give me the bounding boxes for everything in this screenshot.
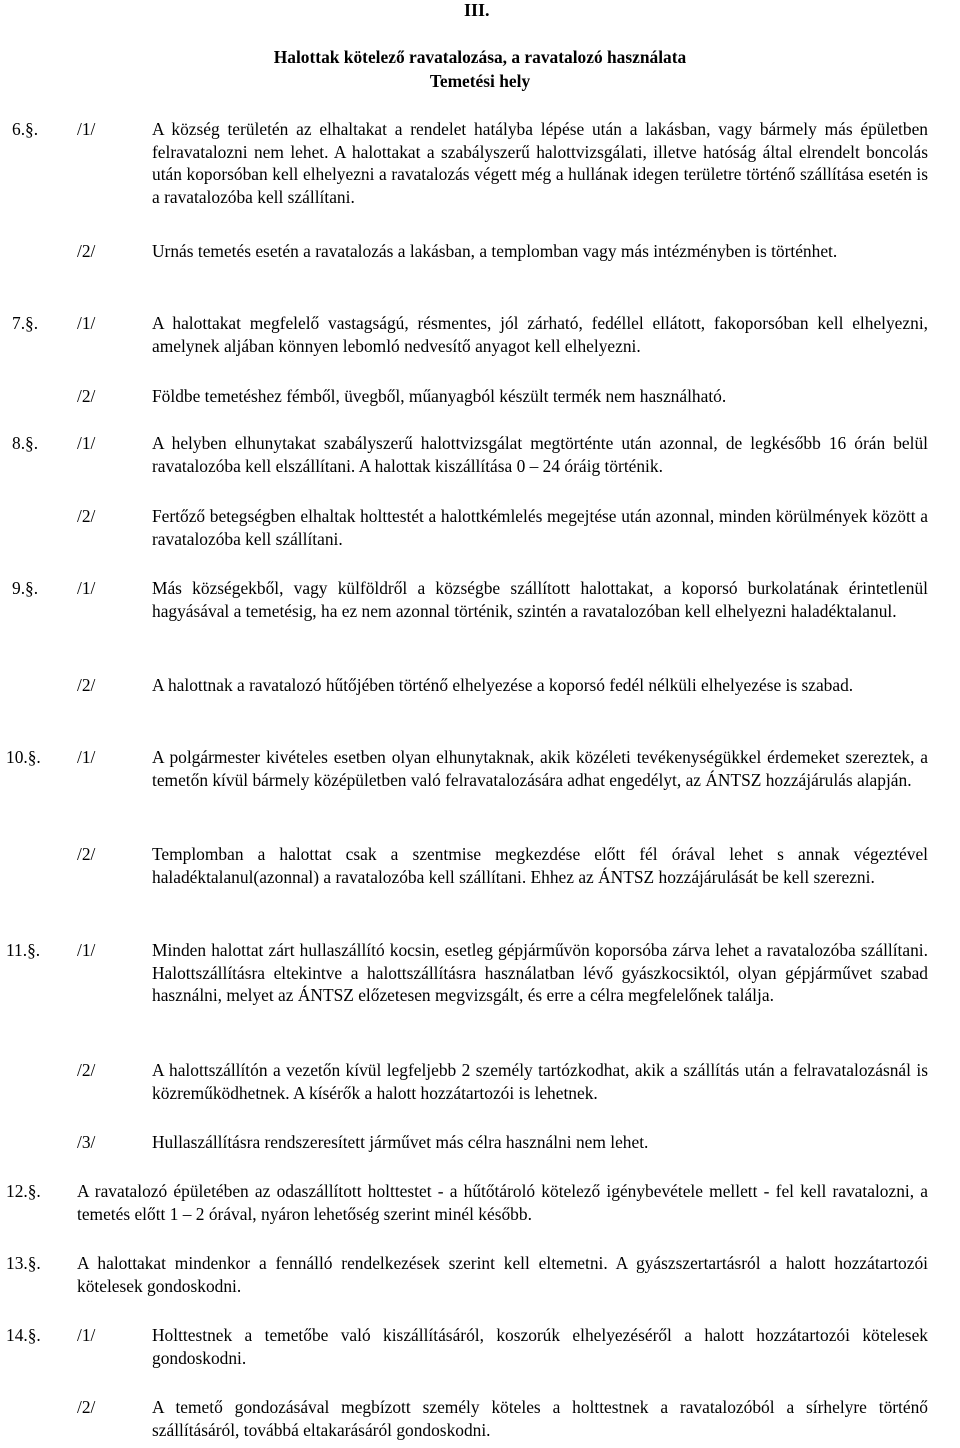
paragraph-label: /1/ — [77, 1325, 96, 1345]
section-number-10: 10.§. — [6, 747, 41, 767]
paragraph-label: /2/ — [77, 844, 96, 864]
section-number-11: 11.§. — [6, 940, 41, 960]
paragraph-text: A temető gondozásával megbízott személy köteles a holttestnek a ravatalozóból a sírhelyre történő szállításáról, továbbá eltakarásáról gondoskodni. — [152, 1397, 928, 1440]
paragraph-label: /1/ — [77, 119, 96, 139]
section-number-7: 7.§. — [12, 313, 39, 333]
section-number-14: 14.§. — [6, 1325, 41, 1345]
paragraph-text: A halottakat mindenkor a fennálló rendelkezések szerint kell eltemetni. A gyászszertartásról a halott hozzátartozói kötelesek gondoskodni. — [77, 1253, 928, 1296]
paragraph-text: Templomban a halottat csak a szentmise megkezdése előtt fél órával lehet s annak végeztével haladéktalanul(azonnal) a ravatalozóba kell szállítani. Ehhez az ÁNTSZ hozzájárulását be kell szerezni. — [152, 844, 928, 887]
paragraph-text: Fertőző betegségben elhaltak holttestét a halottkémlelés megejtése után azonnal, minden körülmények között a ravatalozóba kell szállítani. — [152, 506, 928, 549]
paragraph-text: Földbe temetéshez fémből, üvegből, műanyagból készült termék nem használható. — [152, 386, 727, 406]
section-number-6: 6.§. — [12, 119, 39, 139]
paragraph-text: A község területén az elhaltakat a rendelet hatályba lépése után a lakásban, vagy bármely más épületben felravatalozni nem lehet. A halottakat a szabályszerű halottvizsgálati, illetve hatóság által elrendelt boncolás után koporsóban kell elhelyezni a ravatalozás végett még a hullának idegen területre történő szállítása esetén is a ravatalozóba kell szállítani. — [152, 119, 928, 207]
paragraph-label: /3/ — [77, 1132, 96, 1152]
paragraph-text: Urnás temetés esetén a ravatalozás a lakásban, a templomban vagy más intézményben is történhet. — [152, 241, 838, 261]
section-title: Halottak kötelező ravatalozása, a ravatalozó használata — [273, 47, 687, 67]
paragraph-text: Más községekből, vagy külföldről a községbe szállított halottakat, a koporsó burkolatának érintetlenül hagyásával a temetésig, ha ez nem azonnal történik, szintén a ravatalozóban kell elhelyezni haladéktalanul. — [152, 578, 928, 621]
section-number-12: 12.§. — [6, 1181, 41, 1201]
paragraph-text: A helyben elhunytakat szabályszerű halottvizsgálat megtörténte után azonnal, de legkésőbb 16 órán belül ravatalozóba kell elszállítani. A halottak kiszállítása 0 – 24 óráig történik. — [152, 433, 928, 476]
paragraph-label: /1/ — [77, 940, 96, 960]
paragraph-label: /2/ — [77, 506, 96, 526]
paragraph-label: /1/ — [77, 578, 96, 598]
section-number-9: 9.§. — [12, 578, 39, 598]
paragraph-label: /1/ — [77, 313, 96, 333]
paragraph-text: A halottakat megfelelő vastagságú, résmentes, jól zárható, fedéllel ellátott, fakoporsóban kell elhelyezni, amelynek aljában könnyen lebomló nedvesítő anyagot kell elhelyezni. — [152, 313, 928, 356]
paragraph-text: Holttestnek a temetőbe való kiszállításáról, koszorúk elhelyezéséről a halott hozzátartozói kötelesek gondoskodni. — [152, 1325, 928, 1368]
chapter-number: III. — [464, 0, 490, 20]
paragraph-text: A polgármester kivételes esetben olyan elhunytaknak, akik közéleti tevékenységükkel érdemeket szereztek, a temetőn kívül bármely középületben való felravatalozására adhat engedélyt, az ÁNTSZ hozzájárulás alapján. — [152, 747, 928, 790]
paragraph-label: /2/ — [77, 1060, 96, 1080]
paragraph-text: A ravatalozó épületében az odaszállított holttestet - a hűtőtároló kötelező igénybevétele mellett - fel kell ravatalozni, a temetés előtt 1 – 2 órával, nyáron lehetőség szerint minél később. — [77, 1181, 928, 1224]
paragraph-label: /2/ — [77, 386, 96, 406]
paragraph-label: /1/ — [77, 433, 96, 453]
paragraph-label: /1/ — [77, 747, 96, 767]
section-subtitle: Temetési hely — [429, 71, 531, 91]
paragraph-text: A halottszállítón a vezetőn kívül legfeljebb 2 személy tartózkodhat, akik a szállítás után a felravatalozásnál is közreműködhetnek. A kísérők a halott hozzátartozói is lehetnek. — [152, 1060, 928, 1103]
paragraph-label: /2/ — [77, 675, 96, 695]
paragraph-label: /2/ — [77, 241, 96, 261]
paragraph-text: Hullaszállításra rendszeresített járművet más célra használni nem lehet. — [152, 1132, 649, 1152]
paragraph-text: Minden halottat zárt hullaszállító kocsin, esetleg gépjárművön koporsóba zárva lehet a ravatalozóba szállítani. Halottszállításra eltekintve a halottszállításra használatban lévő gyászkocsiktól, olyan gépjárművet szabad használni, melyet az ÁNTSZ előzetesen megvizsgált, és erre a célra megfelelőnek találja. — [152, 940, 928, 1005]
section-number-8: 8.§. — [12, 433, 39, 453]
paragraph-text: A halottnak a ravatalozó hűtőjében történő elhelyezése a koporsó fedél nélküli elhelyezése is szabad. — [152, 675, 854, 695]
section-number-13: 13.§. — [6, 1253, 41, 1273]
paragraph-label: /2/ — [77, 1397, 96, 1417]
